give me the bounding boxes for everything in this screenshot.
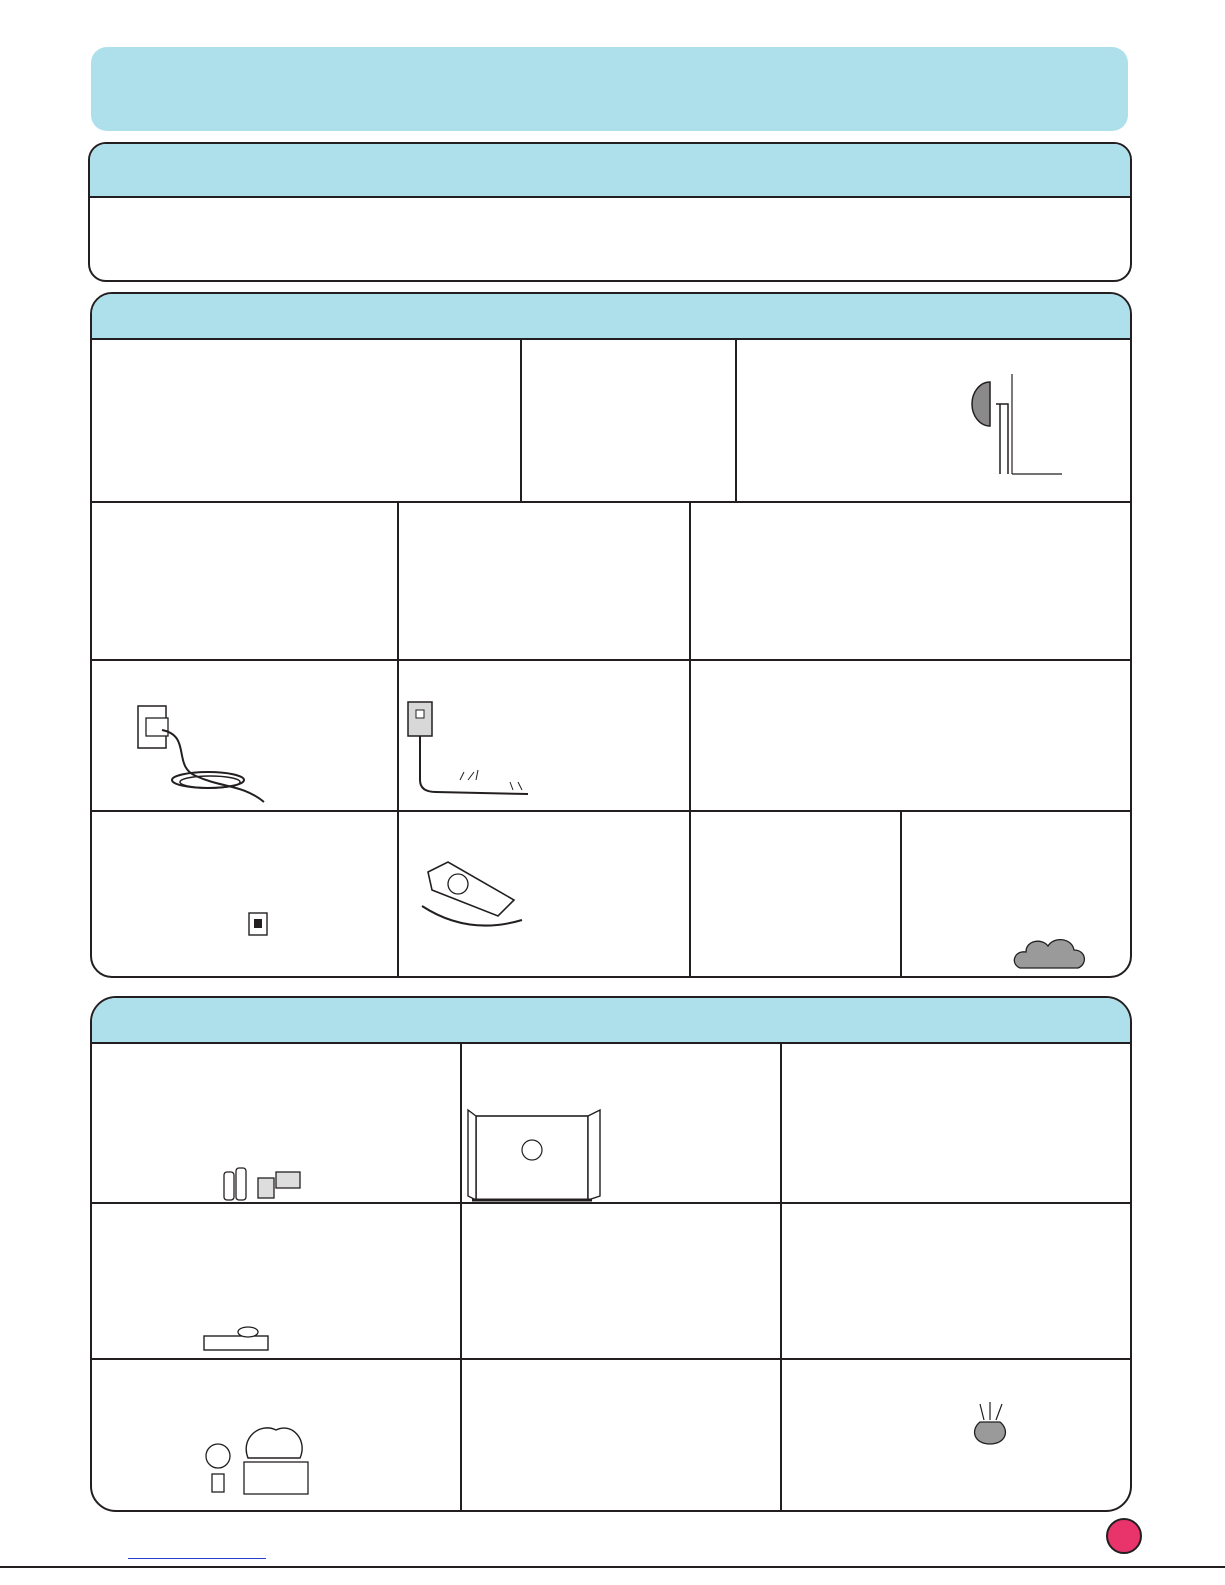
divider xyxy=(780,1044,782,1510)
divider xyxy=(460,1044,462,1510)
plants-illustration xyxy=(200,1418,310,1498)
warning-section xyxy=(90,292,1132,978)
gas-stove-illustration xyxy=(200,1324,272,1354)
cloud-illustration xyxy=(1012,934,1088,976)
divider xyxy=(900,810,902,976)
footer-rule xyxy=(0,1566,1225,1568)
baby-cradle-illustration xyxy=(418,860,528,940)
divider xyxy=(689,501,691,976)
divider xyxy=(92,1358,1130,1360)
open-window-illustration xyxy=(472,1108,592,1202)
wall-pipe-illustration xyxy=(972,374,1072,484)
coiled-cord-illustration xyxy=(132,696,272,806)
divider xyxy=(92,810,1130,812)
footer-link-underline[interactable] xyxy=(128,1557,266,1559)
food-items-illustration xyxy=(220,1158,310,1202)
divider xyxy=(735,340,737,501)
page-number-badge xyxy=(1106,1518,1142,1554)
divider xyxy=(92,1202,1130,1204)
vase-illustration xyxy=(970,1400,1010,1446)
divider xyxy=(92,659,1130,661)
warning-section-header xyxy=(92,294,1130,340)
caution-section xyxy=(90,996,1132,1512)
title-bar xyxy=(91,47,1128,131)
damaged-cord-illustration xyxy=(406,700,536,800)
caution-section-header xyxy=(92,998,1130,1044)
divider xyxy=(92,501,1130,503)
notice-section-header xyxy=(90,144,1130,198)
divider xyxy=(397,501,399,976)
wall-socket-illustration xyxy=(248,912,270,938)
divider xyxy=(520,340,522,501)
notice-section xyxy=(88,142,1132,282)
